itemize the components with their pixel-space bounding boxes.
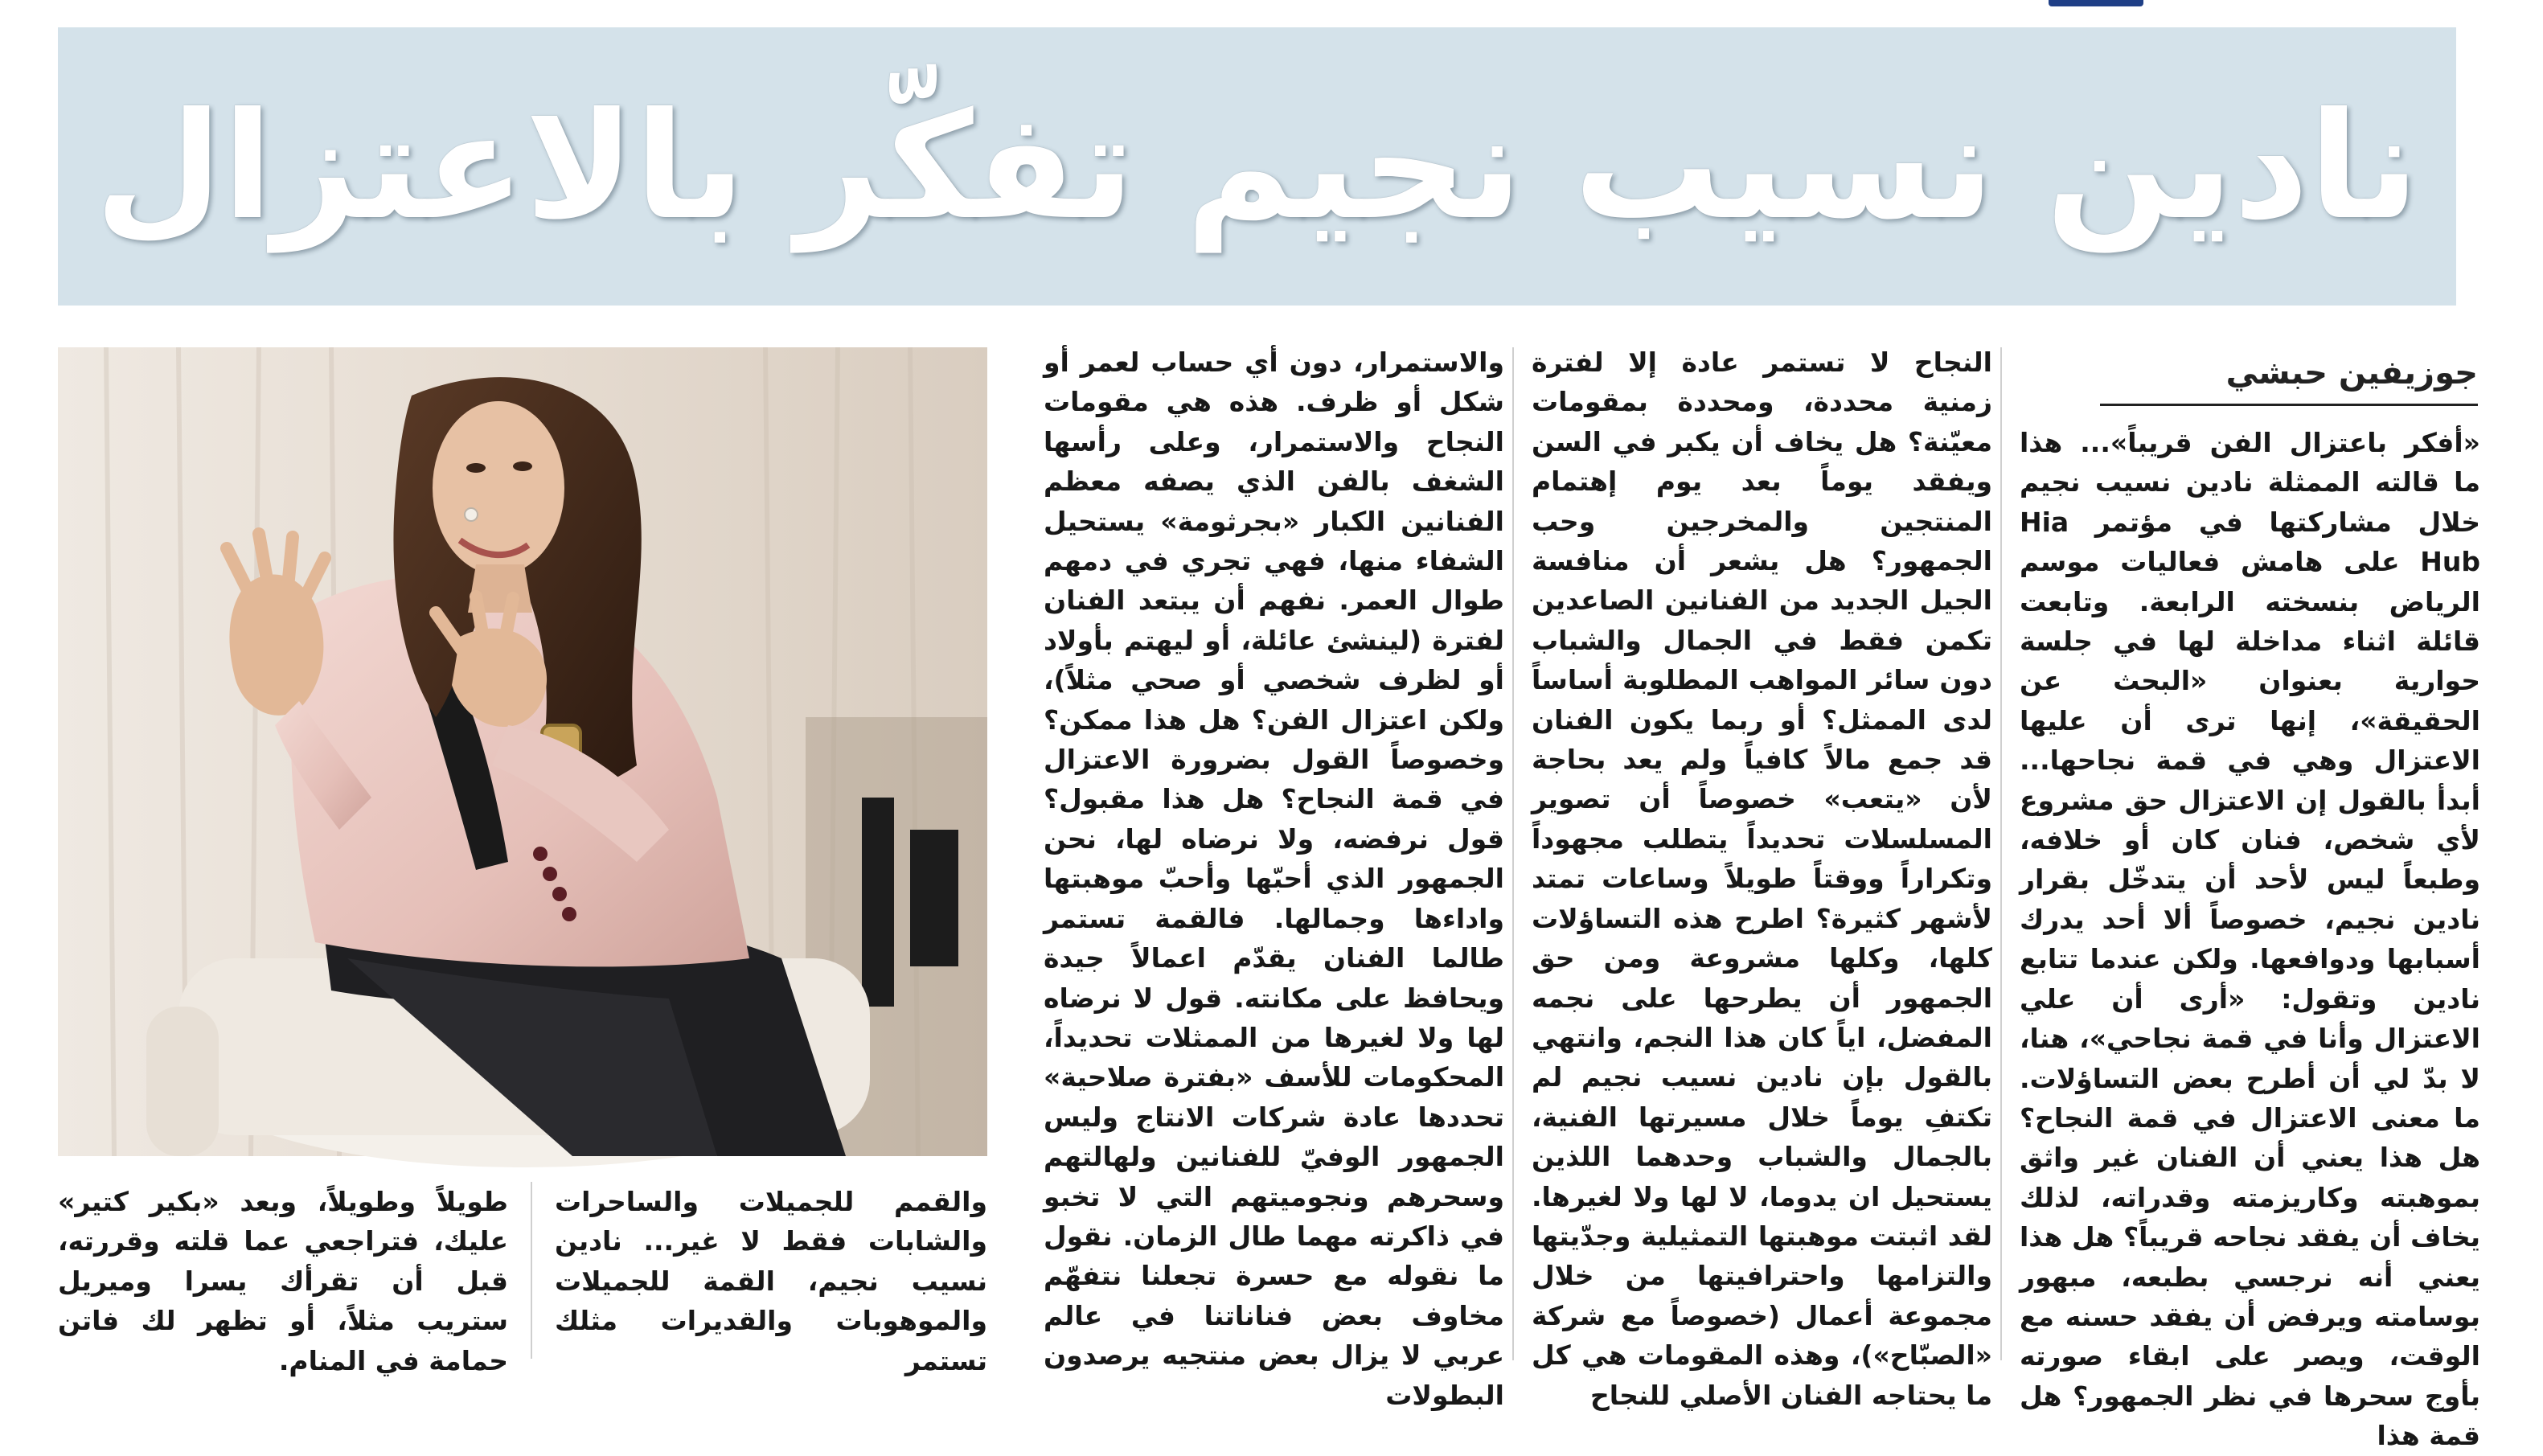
article-column-5 bbox=[58, 1182, 508, 1376]
column-divider bbox=[531, 1182, 532, 1359]
column-3-text: والاستمرار، دون أي حساب لعمر أو شكل أو ظرف. هذه هي مقومات النجاح والاستمرار، وعلى رأسها الشغف بالفن الذي يصفه معظم الفنانين الكبار «بجرثومة» يستحيل الشفاء منها، فهي تجري في دمهم طوال العمر. نفهم أن يبتعد الفنان لفترة (لينشئ عائلة، أو ليهتم بأولاد أو لظرف شخصي أو صحي مثلاً)، ولكن اعتزال الفن؟ هل هذا ممكن؟ وخصوصاً القول بضرورة الاعتزال في قمة النجاح؟ هل هذا مقبول؟ قول نرفضه، ولا نرضاه لها، نحن الجمهور الذي أحبّها وأحبّ موهبتها واداءها وجمالها. فالقمة تستمر طالما الفنان يقدّم اعمالاً جيدة ويحافظ على مكانته. قول لا نرضاه لها ولا لغيرها من الممثلات تحديداً، المحكومات للأسف «بفترة صلاحية» تحددها عادة شركات الانتاج وليس الجمهور الوفيّ للفنانين ولهالتهم وسحرهم ونجوميتهم التي لا تخبو في ذاكرته مهما طال الزمان. نقول ما نقوله مع حسرة تجعلنا نتفهّم مخاوف بعض فناناتنا في عالم عربي لا يزال بعض منتجيه يرصدون البطولات bbox=[1044, 347, 1504, 1411]
article-headline: نادين نسيب نجيم تفكّر بالاعتزال bbox=[94, 80, 2420, 252]
column-2-text: النجاح لا تستمر عادة إلا لفترة زمنية محددة، ومحددة بمقومات معيّنة؟ هل يخاف أن يكبر في السن ويفقد يوماً بعد يوم إهتمام المنتجين والمخرجين وحب الجمهور؟ هل يشعر أن منافسة الجيل الجديد من الفنانين الصاعدين تكمن فقط في الجمال والشباب دون سائر المواهب المطلوبة أساساً لدى الممثل؟ أو ربما يكون الفنان قد جمع مالاً كافياً ولم يعد بحاجة لأن «يتعب» خصوصاً أن تصوير المسلسلات تحديداً يتطلب مجهوداً وتكراراً ووقتاً طويلاً وساعات تمتد لأشهر كثيرة؟ اطرح هذه التساؤلات كلها، وكلها مشروعة ومن حق الجمهور أن يطرحها على نجمه المفضل، اياً كان هذا النجم، وانتهي بالقول بإن نادين نسيب نجيم لم تكتفِ يوماً خلال مسيرتها الفنية، بالجمال والشباب وحدهما اللذين يستحيل ان يدوما، لا لها ولا لغيرها. لقد اثبتت موهبتها التمثيلية وجدّيتها والتزامها واحترافيتها من خلال مجموعة أعمال (خصوصاً مع شركة «الصبّاح»)، وهذه المقومات هي كل ما يحتاجه الفنان الأصلي للنجاح bbox=[1532, 347, 1992, 1411]
article-photo-nadine-nassib-njeim bbox=[58, 347, 987, 1156]
article-column-3 bbox=[1044, 342, 1504, 1411]
headline-banner bbox=[58, 27, 2456, 306]
photo-illustration bbox=[58, 347, 987, 1156]
article-column-1 bbox=[2020, 423, 2480, 1452]
column-divider bbox=[1512, 347, 1514, 1360]
article-column-2 bbox=[1532, 342, 1992, 1411]
column-divider bbox=[2000, 347, 2002, 1360]
column-1-text: «أفكر باعتزال الفن قريباً»... هذا ما قالته الممثلة نادين نسيب نجيم خلال مشاركتها في مؤتمر Hia Hub على هامش فعاليات موسم الرياض بنسخته الرابعة. وتابعت قائلة اثناء مداخلة لها في جلسة حوارية بعنوان «البحث عن الحقيقة»، إنها ترى أن عليها الاعتزال وهي في قمة نجاحها... أبدأ بالقول إن الاعتزال حق مشروع لأي شخص، فنان كان أو خلافه، وطبعاً ليس لأحد أن يتدخّل بقرار نادين نجيم، خصوصاً ألا أحد يدرك أسبابها ودوافعها. ولكن عندما تتابع نادين وتقول: «أرى أن علي الاعتزال وأنا في قمة نجاحي»، هنا، لا بدّ لي أن أطرح بعض التساؤلات. ما معنى الاعتزال في قمة النجاح؟ هل هذا يعني أن الفنان غير واثق بموهبته وكاريزمته وقدراته، لذلك يخاف أن يفقد نجاحه قريباً؟ هل هذا يعني أنه نرجسي بطبعه، مبهور بوسامته ويرفض أن يفقد حسنه مع الوقت، ويصر على ابقاء صورته بأوج سحرها في نظر الجمهور؟ هل قمة هذا bbox=[2020, 427, 2480, 1452]
column-4-text: والقمم للجميلات والساحرات والشابات فقط لا غير... نادين نسيب نجيم، القمة للجميلات والموهوبات والقديرات مثلك تستمر bbox=[555, 1186, 987, 1376]
article-column-4 bbox=[555, 1182, 987, 1376]
column-5-text: طويلاً وطويلاً، وبعد «بكير كتير» عليك، فتراجعي عما قلته وقررته، قبل أن تقرأك يسرا وميريل ستريب مثلاً، أو تظهر لك فاتن حمامة في المنام. bbox=[58, 1186, 508, 1376]
brand-accent-mark bbox=[2049, 0, 2143, 6]
author-byline: جوزيفين حبشي bbox=[2100, 347, 2478, 406]
top-margin bbox=[0, 0, 2543, 21]
